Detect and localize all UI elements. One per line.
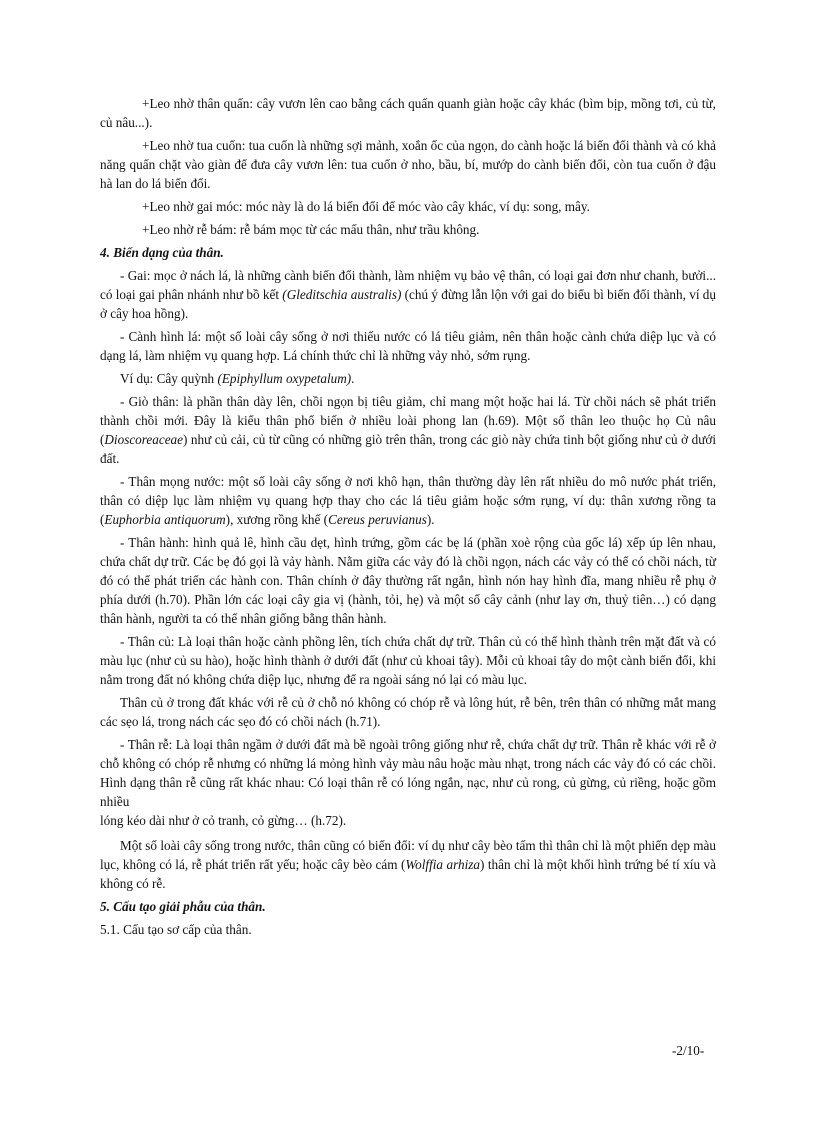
text: ) như củ cải, củ từ cũng có những giò trên thân, trong các giò này chứa tinh bột giống như củ ở dưới đất. xyxy=(100,432,716,466)
paragraph-climbing-tendril xyxy=(100,136,716,193)
paragraph-climbing-root xyxy=(100,220,716,239)
text: : rễ bám mọc từ các mấu thân, như trầu không. xyxy=(232,222,480,237)
scientific-name: Dioscoreaceae xyxy=(104,432,184,447)
text: ). xyxy=(426,512,435,527)
text: : tua cuốn là những sợi mảnh, xoắn ốc của ngọn, do cành hoặc lá biến đổi thành và có khả năng quấn chặt vào giàn để đưa cây vươn lên: tua cuốn ở nho, bầu, bí, mướp do cành biến đổi, còn tua cuốn ở đậu hà lan do lá biến đổi. xyxy=(100,138,716,191)
text: - Giò thân: là phần thân dày lên, chồi ngọn bị tiêu giảm, chỉ mang một hoặc hai lá. Từ chồi nách sẽ phát triển thành chồi mới. Đây là kiểu thân phổ biến ở nhiều loài phong lan (h.69). Một số thân leo thuộc họ Củ nâu ( xyxy=(100,394,716,447)
paragraph-vi-du xyxy=(100,369,716,388)
term: Leo nhờ rễ bám xyxy=(149,222,233,237)
paragraph-than-cu: - Thân củ: Là loại thân hoặc cành phồng lên, tích chứa chất dự trữ. Thân củ có thể hình thành trên mặt đất và có màu lục (như củ su hào), hoặc hình thành ở dưới đất (như củ khoai tây). Mỗi củ khoai tây do một cành biến đổi, khi nằm trong đất nó không chứa diệp lục, nhưng để ra ngoài sáng nó lại có màu lục. xyxy=(100,634,716,687)
paragraph-than-mong-nuoc xyxy=(100,472,716,529)
text: : móc này là do lá biến đổi để móc vào cây khác, ví dụ: song, mây. xyxy=(238,199,590,214)
paragraph-than-cu-2: Thân củ ở trong đất khác với rễ củ ở chỗ nó không có chóp rễ và lông hút, rễ bên, trên thân có những mắt mang các sẹo lá, trong nách các sẹo đó có chồi nách (h.71). xyxy=(100,695,716,729)
text: Một số loài cây sống trong nước, thân cũng có biến đổi: ví dụ như cây bèo tấm thì thân chỉ là một phiến dẹp màu lục, không có lá, rễ phát triển rất yếu; hoặc cây bèo cám ( xyxy=(100,838,716,872)
heading-text: 4. Biến dạng của thân. xyxy=(100,245,224,260)
paragraph-climbing-hook xyxy=(100,197,716,216)
text: . xyxy=(351,371,355,386)
text: ), xương rồng khế ( xyxy=(225,512,329,527)
paragraph-gio-than xyxy=(100,392,716,468)
term: Leo nhờ thân quấn xyxy=(149,96,250,111)
paragraph-climbing-twining xyxy=(100,94,716,132)
document-page xyxy=(100,94,716,939)
section-4-heading xyxy=(100,243,716,262)
paragraph-gai xyxy=(100,266,716,323)
text: (chú ý đừng lẫn lộn với gai do biểu bì biến đổi thành, ví dụ ở cây hoa hồng). xyxy=(100,287,716,321)
text: - Gai: mọc ở nách lá, là những cành biến đổi thành, làm nhiệm vụ bảo vệ thân, có loại gai đơn như chanh, bưởi... có loại gai phân nhánh như bồ kết xyxy=(100,268,716,302)
scientific-name: Wolffia arhiza xyxy=(405,857,480,872)
paragraph-than-trong-nuoc xyxy=(100,836,716,893)
section-5-1-heading: 5.1. Cấu tạo sơ cấp của thân. xyxy=(100,922,252,937)
text: : cây vươn lên cao bằng cách quấn quanh giàn hoặc cây khác (bìm bịp, mồng tơi, củ từ, củ nâu...). xyxy=(100,96,716,130)
page-number: -2/10- xyxy=(672,1043,705,1058)
text: - Thân mọng nước: một số loài cây sống ở nơi khô hạn, thân thường dày lên rất nhiều do mô nước phát triển, thân có diệp lục làm nhiệm vụ quang hợp thay cho các lá tiêu giảm hoặc sớm rụng, ví dụ: thân xương rồng ta ( xyxy=(100,474,716,527)
paragraph-than-re-continued: lóng kéo dài như ở cỏ tranh, cỏ gừng… (h.72). xyxy=(100,813,347,828)
paragraph-than-hanh: - Thân hành: hình quả lê, hình cầu dẹt, hình trứng, gồm các bẹ lá (phần xoè rộng của gốc lá) xếp úp lên nhau, chứa chất dự trữ. Các bẹ đó gọi là vảy hành. Nằm giữa các vảy đó là chồi ngọn, nách các vảy có thể có chồi nách, từ đó có thể phát triển các hành con. Thân chính ở đây thường rất ngắn, hình nón hay hình đĩa, mang nhiều rễ phụ ở phía dưới (h.70). Phần lớn các loại cây gia vị (hành, tỏi, hẹ) và một số cây cảnh (như lay ơn, thuỷ tiên…) có dạng thân hành, người ta có thể nhân giống bằng thân hành. xyxy=(100,535,716,626)
scientific-name: (Gleditschia australis) xyxy=(282,287,402,302)
heading-text: 5. Cấu tạo giải phẫu của thân. xyxy=(100,899,266,914)
scientific-name: (Epiphyllum oxypetalum) xyxy=(217,371,352,386)
section-5-heading xyxy=(100,897,716,916)
term: Leo nhờ gai móc xyxy=(149,199,239,214)
paragraph-than-re: - Thân rễ: Là loại thân ngầm ở dưới đất mà bề ngoài trông giống như rễ, chứa chất dự trữ. Thân rễ khác với rễ ở chỗ không có chóp rễ nhưng có những lá mỏng hình vảy màu nâu hoặc màu nhạt, trong nách các vảy đó có các chồi. Hình dạng thân rễ cũng rất khác nhau: Có loại thân rễ có lóng ngắn, nạc, như củ rong, củ gừng, củ riềng, hoặc gồm nhiều xyxy=(100,737,716,809)
text: Ví dụ: Cây quỳnh xyxy=(120,371,218,386)
term: Leo nhờ tua cuốn xyxy=(149,138,242,153)
scientific-name: Euphorbia antiquorum xyxy=(104,512,226,527)
text: ) thân chỉ là một khối hình trứng bé tí xíu và không có rễ. xyxy=(100,857,717,891)
paragraph-canh-hinh-la: - Cành hình lá: một số loài cây sống ở nơi thiếu nước có lá tiêu giảm, nên thân hoặc cành chứa diệp lục và có dạng lá, làm nhiệm vụ quang hợp. Lá chính thức chỉ là những vảy nhỏ, sớm rụng. xyxy=(100,329,716,363)
scientific-name: Cereus peruvianus xyxy=(328,512,427,527)
